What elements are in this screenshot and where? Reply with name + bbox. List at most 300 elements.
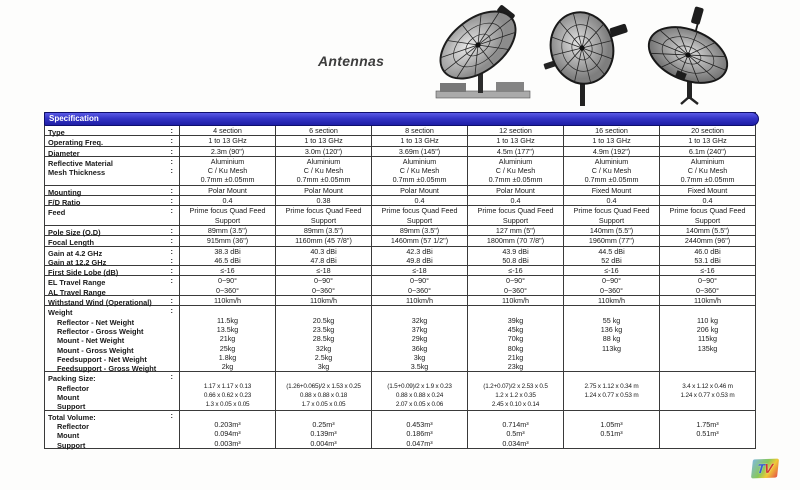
spec-label-line: Gain at 4.2 GHz : [48,246,173,258]
spec-value-line: (1.26+0.065)/2 x 1.53 x 0.25 [286,382,361,390]
spec-label-line: Reflector - Net Weight [57,317,135,327]
spec-label-line: Feedsupport - Gross Weight [57,364,157,374]
spec-block-mounting [45,185,755,195]
spec-value-line: 1 to 13 GHz [400,136,439,146]
spec-value-line: 2.75 x 1.12 x 0.34 m [584,382,639,390]
spec-label-line: Mount [57,393,80,403]
spec-value-diameter-col4 [467,147,563,156]
spec-value-line: 0.4 [606,196,617,206]
spec-value-diameter-col1 [179,147,275,156]
spec-value-line: 0.139m³ [310,429,337,439]
spec-value-line: 110km/h [405,296,434,306]
spec-value-withstand-wind-col5 [563,296,659,305]
spec-value-withstand-wind-col1 [179,296,275,305]
spec-value-line [660,411,755,420]
spec-value-packing-size-col2 [275,372,371,409]
spec-value-line: 0~90° [313,276,334,286]
spec-value-line: Fixed Mount [591,185,632,195]
spec-value-line: 1 to 13 GHz [496,136,535,146]
spec-value-line: ≤-18 [412,266,427,276]
spec-value-line: Prime focus Quad Feed [381,206,458,216]
spec-value-line: 110km/h [597,296,626,306]
spec-value-mounting-col6 [659,186,755,195]
spec-value-line [372,411,467,420]
spec-value-line: 2.5kg [314,352,333,362]
spec-value-line: Polar Mount [304,185,343,195]
spec-value-line: 20.5kg [312,315,335,325]
spec-label-line: Pole Size (O.D) : [48,225,173,237]
spec-value-line: 6 section [309,126,338,135]
spec-value-line: 0.51m³ [600,429,623,439]
spec-value-line: 0.453m³ [406,419,433,429]
spec-value-fd-ratio-col6 [659,196,755,205]
spec-value-weight-col3 [371,306,467,371]
spec-value-line: 0.4 [510,196,521,206]
spec-value-line: ≤-16 [604,266,619,276]
spec-value-line: 39kg [507,315,524,325]
spec-label-line: Focal Length : [48,236,173,248]
spec-value-line: 21kg [507,352,524,362]
spec-value-line: Support [598,215,625,225]
spec-value-line: 4.5m (177") [496,146,535,156]
spec-label-line: EL Travel Range : [48,276,173,288]
spec-value-line: 53.1 dBi [694,255,721,265]
spec-value-diameter-col2 [275,147,371,156]
spec-value-diameter-col3 [371,147,467,156]
spec-value-line: 49.8 dBi [406,255,433,265]
spec-value-line: Support [694,215,721,225]
spec-value-weight-col2 [275,306,371,371]
spec-value-line: 0~360° [407,285,432,295]
spec-value-line: Aluminium [594,156,629,166]
spec-label-line: Mounting : [48,185,173,197]
spec-value-line [468,411,563,420]
spec-block-diameter [45,146,755,156]
spec-value-line: Polar Mount [400,185,439,195]
spec-block-pole-size [45,225,755,235]
spec-value-pole-size-col6 [659,226,755,235]
spec-block-feed [45,205,755,225]
spec-value-pole-size-col1 [179,226,275,235]
spec-value-material-col2 [275,157,371,185]
spec-value-line [180,372,275,381]
spec-value-line: 0.5m³ [506,429,525,439]
spec-value-line: 0~360° [503,285,528,295]
spec-value-side-lobe-col4 [467,266,563,275]
spec-value-withstand-wind-col2 [275,296,371,305]
spec-value-line: 47.8 dBi [310,255,337,265]
spec-value-line: 0.203m³ [214,419,241,429]
spec-label-line [48,175,179,184]
spec-value-line: 38.3 dBi [214,246,241,256]
spec-value-material-col4 [467,157,563,185]
spec-value-travel-range-col5 [563,276,659,295]
spec-value-line: 6.1m (240") [688,146,727,156]
spec-value-operating-freq-col1 [179,136,275,145]
spec-value-line: Support [502,215,529,225]
spec-value-line [564,439,659,448]
spec-value-line: 88 kg [602,334,621,344]
spec-value-feed-col3 [371,206,467,225]
spec-value-diameter-col5 [563,147,659,156]
spec-value-line: 89mm (3.5") [207,225,248,235]
spec-value-line: Prime focus Quad Feed [669,206,746,216]
spec-value-line: 0.7mm ±0.05mm [200,175,255,185]
spec-value-type-col5 [563,126,659,135]
spec-value-line: 45kg [507,324,524,334]
spec-value-total-volume-col2 [275,411,371,448]
spec-value-line: C / Ku Mesh [207,166,248,176]
spec-value-travel-range-col3 [371,276,467,295]
spec-value-material-col1 [179,157,275,185]
spec-value-line: (1.2+0.07)/2 x 2.53 x 0.5 [483,382,548,390]
spec-value-line: 89mm (3.5") [303,225,344,235]
spec-value-line: 0.7mm ±0.05mm [296,175,351,185]
spec-value-line: 1960mm (77") [588,236,635,246]
spec-value-line: 2.45 x 0.10 x 0.14 [491,401,540,409]
spec-value-line: 55 kg [602,315,621,325]
spec-value-line [180,411,275,420]
spec-label-total-volume [45,411,179,448]
spec-value-line: 1.05m³ [600,419,623,429]
spec-value-travel-range-col6 [659,276,755,295]
spec-value-line: 0.7mm ±0.05mm [584,175,639,185]
spec-value-line: 50.8 dBi [502,255,529,265]
spec-value-line: 0.38 [316,196,331,206]
spec-label-line: Packing Size: : [48,372,173,384]
spec-label-line: Withstand Wind (Operational) : [48,296,173,308]
spec-value-line: 23.5kg [312,324,335,334]
spec-value-line: 0.7mm ±0.05mm [392,175,447,185]
spec-value-line: 0.4 [222,196,233,206]
spec-value-line [372,306,467,315]
spec-value-side-lobe-col6 [659,266,755,275]
spec-value-line: 113kg [601,343,622,353]
spec-label-diameter [45,147,179,156]
spec-value-line: 52 dBi [601,255,622,265]
spec-value-line: 0.88 x 0.88 x 0.24 [395,392,444,400]
spec-value-pole-size-col3 [371,226,467,235]
spec-value-line: 32kg [411,315,428,325]
antenna-photo-left [434,3,532,105]
spec-value-line [468,306,563,315]
spec-value-line: 0.034m³ [502,438,529,448]
spec-label-material [45,157,179,185]
spec-value-packing-size-col6 [659,372,755,409]
spec-value-line: 4.9m (192") [592,146,631,156]
spec-value-mounting-col2 [275,186,371,195]
spec-value-line: 3.4 x 1.12 x 0.46 m [682,382,733,390]
satellite-dish-icon [640,5,735,105]
spec-value-line: 23kg [507,362,524,372]
spec-block-fd-ratio [45,195,755,208]
spec-label-line: Reflector [57,383,90,393]
spec-value-line: 0~90° [505,276,526,286]
spec-label-type [45,126,179,135]
spec-value-line [660,400,755,409]
spec-value-focal-length-col4 [467,236,563,245]
spec-value-line: 1 to 13 GHz [688,136,727,146]
table-header-bar [44,112,759,126]
spec-value-line [276,306,371,315]
spec-value-line: 1.2 x 1.2 x 0.35 [495,392,536,400]
antenna-photo-middle [538,6,630,106]
spec-value-line [660,372,755,381]
spec-value-line: 46.5 dBi [214,255,241,265]
spec-value-line: 0.66 x 0.62 x 0.23 [203,392,252,400]
spec-value-line [180,306,275,315]
spec-value-line: 0~90° [217,276,238,286]
spec-value-material-col5 [563,157,659,185]
spec-value-feed-col5 [563,206,659,225]
spec-label-line: Feedsupport - Net Weight [57,354,147,364]
spec-value-line: 1800mm (70 7/8") [486,236,545,246]
spec-value-focal-length-col1 [179,236,275,245]
spec-value-line: 42.3 dBi [406,246,433,256]
spec-label-line: Gain at 12.2 GHz : [48,255,173,267]
spec-value-line [564,353,659,362]
spec-block-travel-range [45,275,755,295]
spec-value-line: C / Ku Mesh [399,166,440,176]
spec-value-line: 206 kg [696,324,719,334]
spec-value-feed-col1 [179,206,275,225]
spec-value-total-volume-col5 [563,411,659,448]
spec-value-pole-size-col5 [563,226,659,235]
spec-label-weight [45,306,179,374]
spec-value-weight-col4 [467,306,563,371]
spec-value-gain-col1 [179,247,275,266]
spec-value-line: 1 to 13 GHz [592,136,631,146]
spec-value-line: 70kg [507,334,524,344]
spec-value-fd-ratio-col3 [371,196,467,205]
spec-value-material-col3 [371,157,467,185]
spec-value-line: 127 mm (5") [495,225,536,235]
spec-label-line: First Side Lobe (dB) : [48,266,173,278]
spec-value-focal-length-col5 [563,236,659,245]
spec-value-line [660,362,755,371]
spec-value-line: Polar Mount [496,185,535,195]
spec-value-line: 0~90° [409,276,430,286]
spec-label-operating-freq [45,136,179,148]
spec-value-line: 110km/h [501,296,530,306]
spec-label-line: Type : [48,126,173,137]
spec-value-material-col6 [659,157,755,185]
spec-value-operating-freq-col4 [467,136,563,145]
spec-value-line: 0.186m³ [406,429,433,439]
spec-value-line: ≤-16 [508,266,523,276]
spec-value-gain-col2 [275,247,371,266]
spec-value-line: Prime focus Quad Feed [573,206,650,216]
spec-value-gain-col6 [659,247,755,266]
spec-label-mounting [45,186,179,195]
spec-value-line: Aluminium [498,156,533,166]
spec-value-weight-col1 [179,306,275,371]
spec-label-line: F/D Ratio : [48,196,173,208]
spec-value-line: 110km/h [213,296,242,306]
spec-value-line: 0.25m³ [312,419,335,429]
spec-value-line: 37kg [411,324,428,334]
spec-value-total-volume-col1 [179,411,275,448]
spec-value-line [660,353,755,362]
spec-value-line: 12 section [499,126,532,135]
spec-value-line: 20 section [691,126,724,135]
spec-value-line: 915mm (36") [206,236,249,246]
spec-value-line: 3kg [413,352,426,362]
spec-value-line: 32kg [315,343,332,353]
table-header-label: Specification [49,114,99,123]
spec-label-line: Feed : [48,206,173,218]
spec-label-line: Mount [57,431,80,441]
spec-label-line: AL Travel Range [48,287,106,297]
spec-label-line: Reflector [57,421,90,431]
spec-value-line: ≤-16 [220,266,235,276]
spec-value-side-lobe-col2 [275,266,371,275]
spec-value-line: 0~360° [599,285,624,295]
spec-value-withstand-wind-col6 [659,296,755,305]
spec-value-line: 89mm (3.5") [399,225,440,235]
spec-block-operating-freq [45,135,755,148]
spec-label-line: Support [57,440,86,450]
spec-label-travel-range [45,276,179,295]
spec-block-total-volume [45,410,755,448]
spec-value-line: 1160mm (45 7/8") [295,236,352,246]
spec-label-line: Mount - Net Weight [57,336,125,346]
spec-value-line: 0.004m³ [310,438,337,448]
spec-label-line: Weight : [48,306,173,318]
spec-value-side-lobe-col3 [371,266,467,275]
spec-value-packing-size-col5 [563,372,659,409]
spec-value-line: (1.5+0.09)/2 x 1.9 x 0.23 [387,382,452,390]
spec-value-operating-freq-col6 [659,136,755,145]
spec-value-line: 80kg [507,343,524,353]
spec-value-withstand-wind-col4 [467,296,563,305]
spec-value-travel-range-col1 [179,276,275,295]
spec-value-line: 1.24 x 0.77 x 0.53 m [584,392,639,400]
spec-value-line: 0.003m³ [214,438,241,448]
spec-value-line: 110km/h [693,296,722,306]
spec-value-line: Aluminium [690,156,725,166]
spec-value-line: 140mm (5.5") [589,225,634,235]
spec-table-blocks [45,126,755,448]
spec-value-packing-size-col1 [179,372,275,409]
spec-value-line: 0.51m³ [696,429,719,439]
spec-block-weight [45,305,755,374]
spec-value-gain-col4 [467,247,563,266]
spec-value-focal-length-col6 [659,236,755,245]
spec-value-withstand-wind-col3 [371,296,467,305]
spec-label-line: Diameter : [48,146,173,158]
spec-value-line: 3kg [317,362,330,372]
spec-block-material [45,156,755,185]
spec-value-line: C / Ku Mesh [495,166,536,176]
spec-value-focal-length-col2 [275,236,371,245]
spec-value-line: 0~360° [311,285,336,295]
spec-value-gain-col3 [371,247,467,266]
spec-value-travel-range-col2 [275,276,371,295]
watermark-letter-t: T [756,460,766,477]
spec-value-type-col3 [371,126,467,135]
spec-value-feed-col2 [275,206,371,225]
spec-value-total-volume-col6 [659,411,755,448]
spec-value-line: C / Ku Mesh [687,166,728,176]
spec-value-line: 3.5kg [410,362,429,372]
spec-value-line: ≤-16 [700,266,715,276]
spec-value-line: Support [406,215,433,225]
spec-value-line: C / Ku Mesh [303,166,344,176]
spec-value-operating-freq-col3 [371,136,467,145]
spec-label-line: Mount - Gross Weight [57,345,134,355]
spec-value-gain-col5 [563,247,659,266]
tv-watermark-logo [751,459,779,479]
spec-label-line: Total Volume: : [48,410,173,422]
spec-value-feed-col4 [467,206,563,225]
spec-value-line: Prime focus Quad Feed [189,206,266,216]
spec-value-line: 115kg [697,334,718,344]
spec-value-line: 46.0 dBi [694,246,721,256]
satellite-dish-icon [538,6,630,106]
spec-value-line [660,439,755,448]
spec-value-fd-ratio-col5 [563,196,659,205]
spec-value-line: 43.9 dBi [502,246,529,256]
spec-value-line: 0.047m³ [406,438,433,448]
antenna-photo-right [640,5,735,105]
spec-block-type [45,126,755,135]
spec-value-line: Aluminium [210,156,245,166]
spec-value-mounting-col5 [563,186,659,195]
spec-value-line: 0~360° [215,285,240,295]
spec-label-line: Mesh Thickness : [48,166,173,178]
spec-label-fd-ratio [45,196,179,208]
spec-label-focal-length [45,236,179,248]
spec-label-withstand-wind [45,296,179,308]
spec-value-line [564,362,659,371]
spec-value-line: 8 section [405,126,434,135]
spec-value-line: 0~360° [695,285,720,295]
spec-value-line: 110km/h [309,296,338,306]
spec-value-line [468,372,563,381]
spec-label-line: Reflective Material : [48,156,173,168]
spec-label-pole-size [45,226,179,235]
spec-value-line: 0.4 [414,196,425,206]
spec-block-packing-size [45,371,755,412]
spec-value-pole-size-col2 [275,226,371,235]
spec-value-line: 1.8kg [218,352,237,362]
spec-value-line: 1 to 13 GHz [304,136,343,146]
spec-value-type-col4 [467,126,563,135]
spec-value-side-lobe-col1 [179,266,275,275]
spec-value-line [564,306,659,315]
spec-value-line: C / Ku Mesh [591,166,632,176]
spec-label-side-lobe [45,266,179,278]
spec-value-line: Polar Mount [208,185,247,195]
spec-value-mounting-col1 [179,186,275,195]
spec-value-line: Prime focus Quad Feed [285,206,362,216]
spec-value-total-volume-col4 [467,411,563,448]
spec-block-side-lobe [45,265,755,278]
spec-value-line: 0~90° [601,276,622,286]
spec-value-side-lobe-col5 [563,266,659,275]
spec-value-line: 3.0m (120") [304,146,343,156]
spec-value-mounting-col4 [467,186,563,195]
spec-value-line [564,400,659,409]
spec-value-line: 25kg [219,343,236,353]
spec-value-line: 140mm (5.5") [685,225,730,235]
spec-value-line: Fixed Mount [687,185,728,195]
spec-value-line: 136 kg [600,324,623,334]
spec-value-diameter-col6 [659,147,755,156]
spec-value-line: 0.7mm ±0.05mm [488,175,543,185]
spec-value-line: 2.3m (90") [210,146,245,156]
